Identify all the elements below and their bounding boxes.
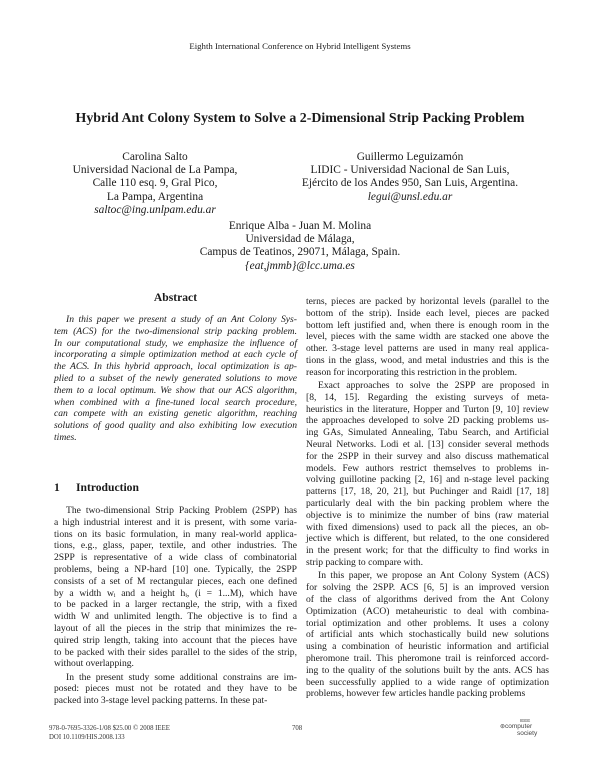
author-name: Carolina Salto	[122, 151, 188, 163]
logo-text-society: society	[517, 729, 538, 737]
text-line: can compete with an existing genetic algorithm, reaching	[54, 408, 297, 420]
text-line: them to a local optimum. We show that our ACS algorithm,	[54, 384, 297, 396]
text-line: for solving the 2SPP. ACS [6, 5] is an improved version	[306, 582, 549, 594]
text-line: a high industrial interest and it is present, with some varia-	[54, 516, 297, 528]
paper-title: Hybrid Ant Colony System to Solve a 2-Dimensional Strip Packing Problem	[75, 111, 525, 126]
paragraph	[54, 505, 297, 670]
author-email: legui@unsl.edu.ar	[367, 190, 453, 203]
affiliation-line: Universidad Nacional de La Pampa,	[72, 164, 238, 177]
logo-ieee: IEEE	[520, 718, 531, 723]
introduction-left-column	[54, 505, 297, 709]
author-block-alba-molina	[150, 220, 450, 273]
text-line: in the present work; for that the difficulty to find works in	[306, 545, 549, 557]
text-line: of artificial ants which stochastically build new solutions	[306, 629, 549, 641]
abstract-heading: Abstract	[153, 291, 198, 304]
text-line: consists of a set of M rectangular pieces, each one defined	[54, 575, 297, 587]
paragraph	[306, 380, 549, 569]
text-line: Optimization (ACO) metaheuristic to deal with combina-	[306, 605, 549, 617]
page-number: 708	[292, 725, 303, 732]
text-line: of the class of algorithms derived from the Ant Colony	[306, 593, 549, 605]
text-line: problems, being a NP-hard [10] one. Typically, the 2SPP	[54, 563, 297, 575]
text-line: packed into 3-stage level packing patterns. In these pat-	[54, 695, 268, 707]
text-line: In our computational study, we emphasize the influence of	[54, 337, 297, 349]
text-line: plied to a subset of the newly generated solutions to move	[54, 372, 297, 384]
text-line: with fixed dimensions) used to pack all the pieces, an ob-	[306, 521, 549, 533]
author-name: Guillermo Leguizamón	[356, 151, 464, 163]
text-line: torial optimization and other problems. It uses a colony	[306, 617, 549, 629]
affiliation-line: Universidad de Málaga,	[245, 233, 355, 246]
author-block-salto	[40, 151, 270, 217]
text-line: In this paper, we propose an Ant Colony System (ACS)	[318, 570, 549, 582]
author-name: Enrique Alba - Juan M. Molina	[228, 220, 372, 232]
abstract-body	[54, 314, 297, 445]
affiliation-line: La Pampa, Argentina	[106, 190, 204, 203]
text-line: when combined with a fine-tuned local search procedure,	[54, 396, 297, 408]
text-line: the ACS. In this hybrid approach, local optimization is ap-	[54, 361, 297, 373]
affiliation-line: Calle 110 esq. 9, Gral Pico,	[92, 177, 218, 190]
footer-copyright	[49, 724, 170, 742]
paragraph	[54, 672, 297, 707]
text-line: reason for incorporating this restriction in the problem.	[306, 366, 518, 378]
text-line: to be packed with their sides parallel to the sides of the strip,	[54, 646, 297, 658]
text-line: width W and unlimited length. The objective is to find a	[54, 611, 297, 623]
author-email: saltoc@ing.unlpam.edu.ar	[94, 203, 216, 216]
text-line: other. 3-stage level patterns are used in many real applica-	[306, 343, 549, 355]
text-line: been successfully applied to a wide range of optimization	[306, 676, 549, 688]
text-line: jective which is different, but related, to the one considered	[306, 533, 549, 545]
affiliation-line: Ejército de los Andes 950, San Luis, Argentina.	[301, 177, 519, 190]
text-line: layout of all the pieces in the strip that minimizes the re-	[54, 622, 297, 634]
text-line: The two-dimensional Strip Packing Problem (2SPP) has	[66, 505, 297, 516]
text-line: for the 2SPP in their survey and also discuss mathematical	[306, 450, 549, 462]
introduction-right-column	[306, 296, 549, 702]
section-heading-introduction	[54, 481, 139, 494]
text-line: heuristics in the literature, Hopper and Turton [9, 10] review	[306, 403, 549, 415]
text-line: pheromone trail. This pheromone trail is reinforced accord-	[306, 652, 549, 664]
conference-header: Eighth International Conference on Hybrid Intelligent Systems	[189, 41, 411, 51]
text-line: In this paper we present a study of an Ant Colony Sys-	[66, 314, 297, 325]
text-line: tions, e.g., glass, paper, textile, and other industries. The	[54, 540, 297, 552]
text-line: solutions of good quality and also exhibiting low execution	[54, 420, 297, 432]
text-line: level, pieces with the same width are stacked one above the	[306, 331, 549, 343]
text-line: quired strip length, taking into account that the pieces have	[54, 634, 297, 646]
paragraph	[306, 296, 549, 379]
text-line: Neural Networks. Lodi et al. [13] consider several methods	[306, 439, 549, 451]
text-line: bottom of the strip). Inside each level, pieces are packed	[306, 307, 549, 319]
text-line: ing GAs, Simulated Annealing, Tabu Search, and Artificial	[306, 427, 549, 439]
text-line: tem (ACS) for the two-dimensional strip packing problem.	[54, 325, 297, 337]
text-line: to be packed in a larger rectangle, the strip, with a fixed	[54, 599, 297, 611]
text-line: Exact approaches to solve the 2SPP are proposed in	[318, 380, 549, 392]
text-line: posed: pieces must not be rotated and they have to be	[54, 683, 297, 695]
text-line: terns, pieces are packed by horizontal levels (parallel to the	[306, 296, 549, 307]
text-line: patterns [17, 18, 20, 21], but Puchinger and Raidl [17, 18]	[306, 486, 549, 498]
text-line: problems, however few articles handle packing problems	[306, 688, 526, 700]
section-number: 1	[54, 481, 60, 494]
text-line: ing to the quality of the solutions built by the ants. ACS has	[306, 664, 549, 676]
text-line: using a combination of heuristic information and artificial	[306, 641, 549, 653]
footer-doi: DOI 10.1109/HIS.2008.133	[49, 734, 125, 741]
text-line: objective is to minimize the number of bins (raw material	[306, 509, 549, 521]
text-line: [8, 14, 15]. Regarding the existing surveys of meta-	[306, 391, 549, 403]
text-line: volving guillotine packing [2, 16] and n-stage level packing	[306, 474, 549, 486]
text-line: by a width wᵢ and a height hᵢ, (i = 1...M), which have	[54, 587, 297, 599]
text-line: times.	[54, 431, 77, 443]
logo-text-computer: computer	[505, 723, 533, 730]
text-line: 2SPP is representative of a wide class of combinatorial	[54, 552, 297, 564]
text-line: strip packing to compare with.	[306, 557, 423, 569]
author-block-leguizamon	[290, 151, 530, 204]
text-line: incorporating a simple optimization method at each cycle of	[54, 349, 297, 361]
section-title: Introduction	[76, 481, 139, 494]
text-line: models. Few authors restrict themselves to problems in-	[306, 462, 549, 474]
affiliation-line: Campus de Teatinos, 29071, Málaga, Spain.	[199, 246, 401, 259]
text-line: tions on its basic formulation, in many real-world applica-	[54, 528, 297, 540]
text-line: without overlapping.	[54, 658, 134, 670]
computer-society-logo	[500, 718, 550, 737]
paragraph	[306, 570, 549, 700]
author-email: {eat,jmmb}@lcc.uma.es	[245, 259, 355, 272]
text-line: the approaches developed to solve 2D packing problems us-	[306, 415, 549, 427]
text-line: bottom left justified and, when there is enough room in the	[306, 319, 549, 331]
affiliation-line: LIDIC - Universidad Nacional de San Luis,	[310, 164, 510, 177]
text-line: In the present study some additional constrains are im-	[66, 671, 297, 683]
logo-mark-icon: ⊛	[500, 724, 506, 730]
text-line: particularly deal with the bin packing problem where the	[306, 498, 549, 510]
footer-isbn: 978-0-7695-3326-1/08 $25.00 © 2008 IEEE	[49, 725, 170, 732]
paragraph	[54, 314, 297, 444]
text-line: tions in the glass, wood, and metal industries and this is the	[306, 354, 549, 366]
